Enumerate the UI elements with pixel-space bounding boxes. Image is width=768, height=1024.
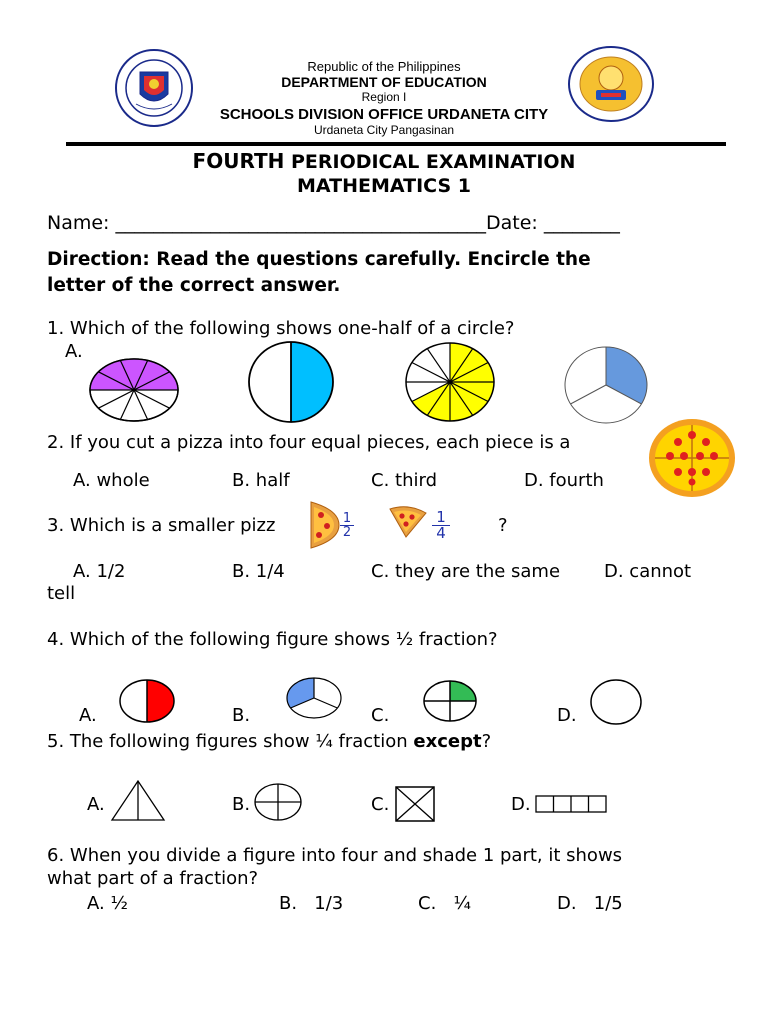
question-2: 2. If you cut a pizza into four equal pieces, each piece is a — [47, 432, 571, 453]
question-5-except: except — [413, 731, 482, 752]
q3-option-a[interactable]: A. 1/2 — [73, 561, 126, 582]
q3-option-b[interactable]: B. 1/4 — [232, 561, 285, 582]
division-text: SCHOOLS DIVISION OFFICE URDANETA CITY — [219, 106, 549, 123]
subject-title: MATHEMATICS 1 — [297, 175, 471, 197]
direction-line-2: letter of the correct answer. — [47, 275, 341, 296]
q1-option-a-label[interactable]: A. — [65, 341, 83, 362]
fraction-quarter-num: 1 — [436, 508, 446, 526]
q4-figure-b-circle-thirds-blue[interactable] — [286, 677, 342, 719]
q2-option-b[interactable]: B. half — [232, 470, 290, 491]
q6-option-d[interactable]: D. 1/5 — [557, 893, 623, 914]
name-date-line — [47, 212, 620, 234]
pizza-slice-half-image — [309, 500, 341, 550]
question-4: 4. Which of the following figure shows ½ fraction? — [47, 629, 498, 650]
date-label: Date: — [486, 212, 544, 234]
q5-option-d[interactable]: D. — [511, 794, 531, 815]
exam-title — [0, 149, 768, 173]
q4-option-a[interactable]: A. — [79, 705, 97, 726]
date-field[interactable]: ________ — [543, 212, 620, 234]
q1-figure-d-circle-thirds[interactable] — [564, 346, 648, 424]
q4-option-c[interactable]: C. — [371, 705, 390, 726]
republic-text: Republic of the Philippines — [307, 59, 461, 74]
question-3-end: ? — [498, 515, 508, 536]
region-text: Region I — [361, 90, 407, 104]
q6-option-b[interactable]: B. 1/3 — [279, 893, 344, 914]
question-6-line-2: what part of a fraction? — [47, 868, 259, 889]
q6-option-a[interactable]: A. ½ — [87, 893, 128, 914]
q3-option-d[interactable]: D. cannot — [604, 561, 692, 582]
fraction-quarter-den: 4 — [436, 524, 446, 542]
header-divider — [66, 142, 726, 146]
q4-option-d[interactable]: D. — [557, 705, 577, 726]
name-label: Name: — [47, 212, 116, 234]
q4-figure-d-circle-whole[interactable] — [590, 679, 642, 725]
q5-option-b[interactable]: B. — [232, 794, 251, 815]
q1-figure-b-circle-half[interactable] — [248, 341, 334, 423]
fraction-half-label — [340, 512, 354, 539]
question-3-text: 3. Which is a smaller pizz — [47, 515, 276, 536]
q2-option-c[interactable]: C. third — [371, 470, 437, 491]
fraction-half-num: 1 — [342, 511, 352, 526]
question-5-text: 5. The following figures show ¼ fraction — [47, 731, 414, 752]
q5-figure-c-square-diagonals[interactable] — [395, 786, 435, 822]
q4-figure-c-circle-quarters-green[interactable] — [423, 680, 477, 722]
q5-figure-d-rectangle-quarters[interactable] — [535, 795, 607, 813]
question-6-line-1: 6. When you divide a figure into four and shade 1 part, it shows — [47, 845, 623, 866]
fraction-quarter-label — [432, 510, 450, 541]
q2-option-a[interactable]: A. whole — [73, 470, 150, 491]
pizza-slice-quarter-image — [388, 505, 428, 539]
department-text: DEPARTMENT OF EDUCATION — [281, 74, 487, 90]
q4-figure-a-circle-half-red[interactable] — [119, 679, 175, 723]
exam-title-rest: PERIODICAL EXAMINATION — [284, 151, 576, 173]
q5-figure-b-circle-quarters[interactable] — [254, 783, 302, 821]
city-text: Urdaneta City Pangasinan — [313, 123, 455, 137]
fraction-half-den: 2 — [342, 525, 352, 540]
question-5-end: ? — [481, 731, 492, 752]
direction-line-1: Direction: Read the questions carefully. Encircle the — [47, 249, 591, 270]
q3-option-d-wrap: tell — [47, 583, 76, 604]
q4-option-b[interactable]: B. — [232, 705, 251, 726]
pizza-image — [648, 418, 736, 498]
exam-title-first: FOURTH — [192, 149, 285, 173]
q1-figure-c-circle-twelfths[interactable] — [405, 342, 495, 422]
q6-option-c[interactable]: C. ¼ — [418, 893, 471, 914]
q2-option-d[interactable]: D. fourth — [524, 470, 604, 491]
name-field[interactable]: _______________________________________ — [115, 212, 486, 234]
q3-option-c[interactable]: C. they are the same — [371, 561, 561, 582]
q5-option-a[interactable]: A. — [87, 794, 105, 815]
question-1: 1. Which of the following shows one-half of a circle? — [47, 318, 515, 339]
q1-figure-a-circle-tenths[interactable] — [89, 358, 179, 422]
q5-option-c[interactable]: C. — [371, 794, 390, 815]
question-5 — [47, 731, 491, 753]
q5-figure-a-triangle-halves[interactable] — [110, 780, 166, 822]
